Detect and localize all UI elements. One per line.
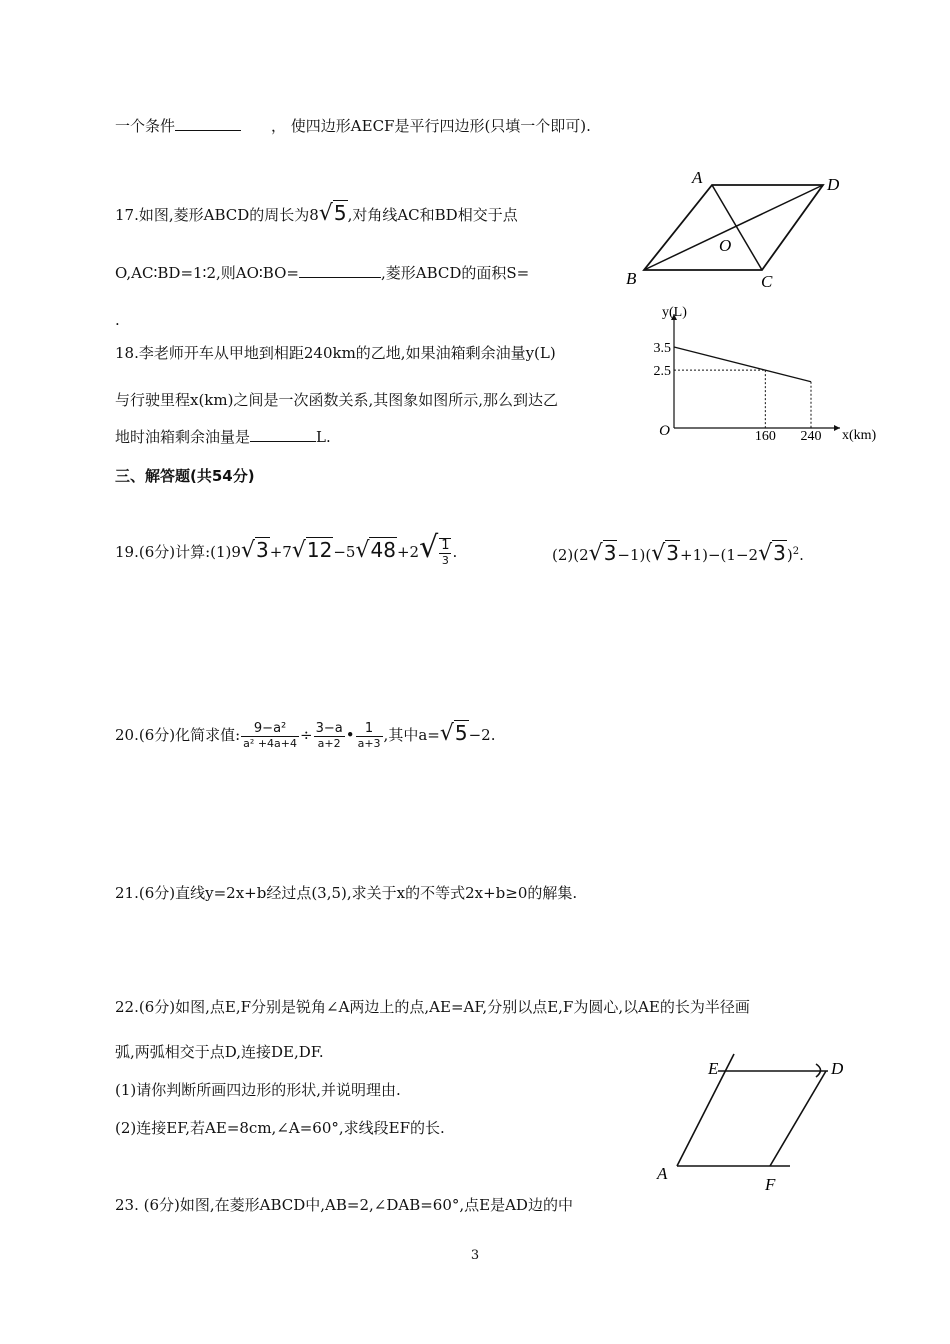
q20-line: 20.(6分)化简求值: $\frac{\text{9−a²}}{\text{a² +4a+4}}$ ÷ $\frac{3-a}{a+2}$ • $\frac{1}{a+3}$ ,其中a=√5−2. [115, 720, 496, 750]
q18-line1: 18.李老师开车从甲地到相距240km的乙地,如果油箱剩余油量y(L) [115, 344, 556, 362]
label-c: C [761, 272, 773, 291]
data-series-line [674, 347, 811, 382]
sqrt5-radical: √5 [439, 721, 468, 746]
sqrt48-radical: √48 [355, 538, 396, 563]
q17-line3: . [115, 311, 120, 329]
sqrt3-radical: √3 [588, 541, 617, 566]
x-tick-label: 240 [800, 429, 822, 444]
fraction-3: $\frac{1}{a+3}$ [357, 720, 381, 750]
diagonal-bd [644, 185, 823, 270]
q17-line1 [115, 203, 518, 225]
sqrt12-radical: √12 [291, 538, 333, 563]
fuel-line-chart [640, 300, 910, 450]
label-f: F [765, 1175, 776, 1194]
q22-line1: 22.(6分)如图,点E,F分别是锐角∠A两边上的点,AE=AF,分别以点E,F为圆心,以AE的长为半径画 [115, 998, 750, 1016]
q18-line3 [115, 427, 331, 447]
q17-text-pre: 17.如图,菱形ABCD的周长为8 [115, 206, 319, 224]
parallelogram-figure [650, 1048, 860, 1198]
q16-text-post: ， 使四边形AECF是平行四边形(只填一个即可). [271, 117, 591, 135]
sqrt3-radical: √3 [651, 541, 680, 566]
label-o: O [719, 236, 732, 255]
q18-blank [250, 427, 316, 442]
sqrt5-radical: √5 [318, 201, 347, 226]
sqrt3-radical: √3 [240, 538, 269, 563]
one-third-fraction: $\frac{1}{3}$ [441, 538, 450, 567]
label-a: A [692, 168, 703, 187]
x-axis-arrow [834, 425, 840, 431]
y-axis-label: y(L) [662, 305, 687, 320]
q16-line [115, 116, 591, 136]
diagonal-ac [712, 185, 762, 270]
fraction-2: $\frac{3-a}{a+2}$ [315, 720, 343, 750]
label-e: E [708, 1059, 719, 1078]
q17-text-post: ,对角线AC和BD相交于点 [347, 206, 518, 224]
q19-part2: $(2)(2√3-1)(√3+1)-(1-2√3)^2$. [552, 541, 804, 566]
origin-label: O [659, 423, 670, 439]
rhombus-figure [620, 165, 850, 295]
side-fd [770, 1071, 826, 1166]
q19-part1: 19.(6分)计算:(1)9√3+7√12−5√48+2√ $\frac{1}{3}$ . [115, 530, 458, 567]
label-b: B [626, 269, 637, 288]
x-axis-label: x(km) [842, 428, 877, 443]
sqrt3-radical: √3 [758, 541, 786, 566]
section-3-title: 三、解答题(共54分) [115, 467, 255, 485]
q18-line3-post: L. [316, 428, 331, 446]
q21-line: 21.(6分)直线y=2x+b经过点(3,5),求关于x的不等式2x+b≥0的解集. [115, 884, 578, 902]
y-tick-label: 3.5 [653, 341, 671, 356]
q17-line2-post: ,菱形ABCD的面积S= [380, 264, 530, 282]
q17-line2-pre: O,AC∶BD=1∶2,则AO∶BO= [115, 264, 299, 282]
q18-line3-pre: 地时油箱剩余油量是 [115, 428, 251, 446]
fraction-1: $\frac{\text{9−a²}}{\text{a² +4a+4}}$ [243, 720, 297, 750]
label-d: D [831, 1059, 844, 1078]
q22-sub2: (2)连接EF,若AE=8cm,∠A=60°,求线段EF的长. [115, 1119, 445, 1137]
sqrt-one-third-radical: √ [419, 530, 439, 565]
q16-text-pre: 一个条件 [115, 117, 176, 135]
q16-blank [175, 116, 241, 131]
label-a: A [657, 1164, 668, 1183]
q22-line2: 弧,两弧相交于点D,连接DE,DF. [115, 1043, 324, 1061]
q17-blank-ratio [299, 263, 381, 278]
q23-line: 23. (6分)如图,在菱形ABCD中,AB=2,∠DAB=60°,点E是AD边的中 [115, 1196, 573, 1214]
label-d: D [827, 175, 840, 194]
y-tick-label: 2.5 [653, 364, 671, 380]
page-number: 3 [470, 1248, 480, 1263]
q17-line2 [115, 263, 529, 283]
q22-sub1: (1)请你判断所画四边形的形状,并说明理由. [115, 1081, 401, 1099]
x-tick-label: 160 [754, 429, 776, 444]
q18-line2: 与行驶里程x(km)之间是一次函数关系,其图象如图所示,那么到达乙 [115, 391, 559, 409]
